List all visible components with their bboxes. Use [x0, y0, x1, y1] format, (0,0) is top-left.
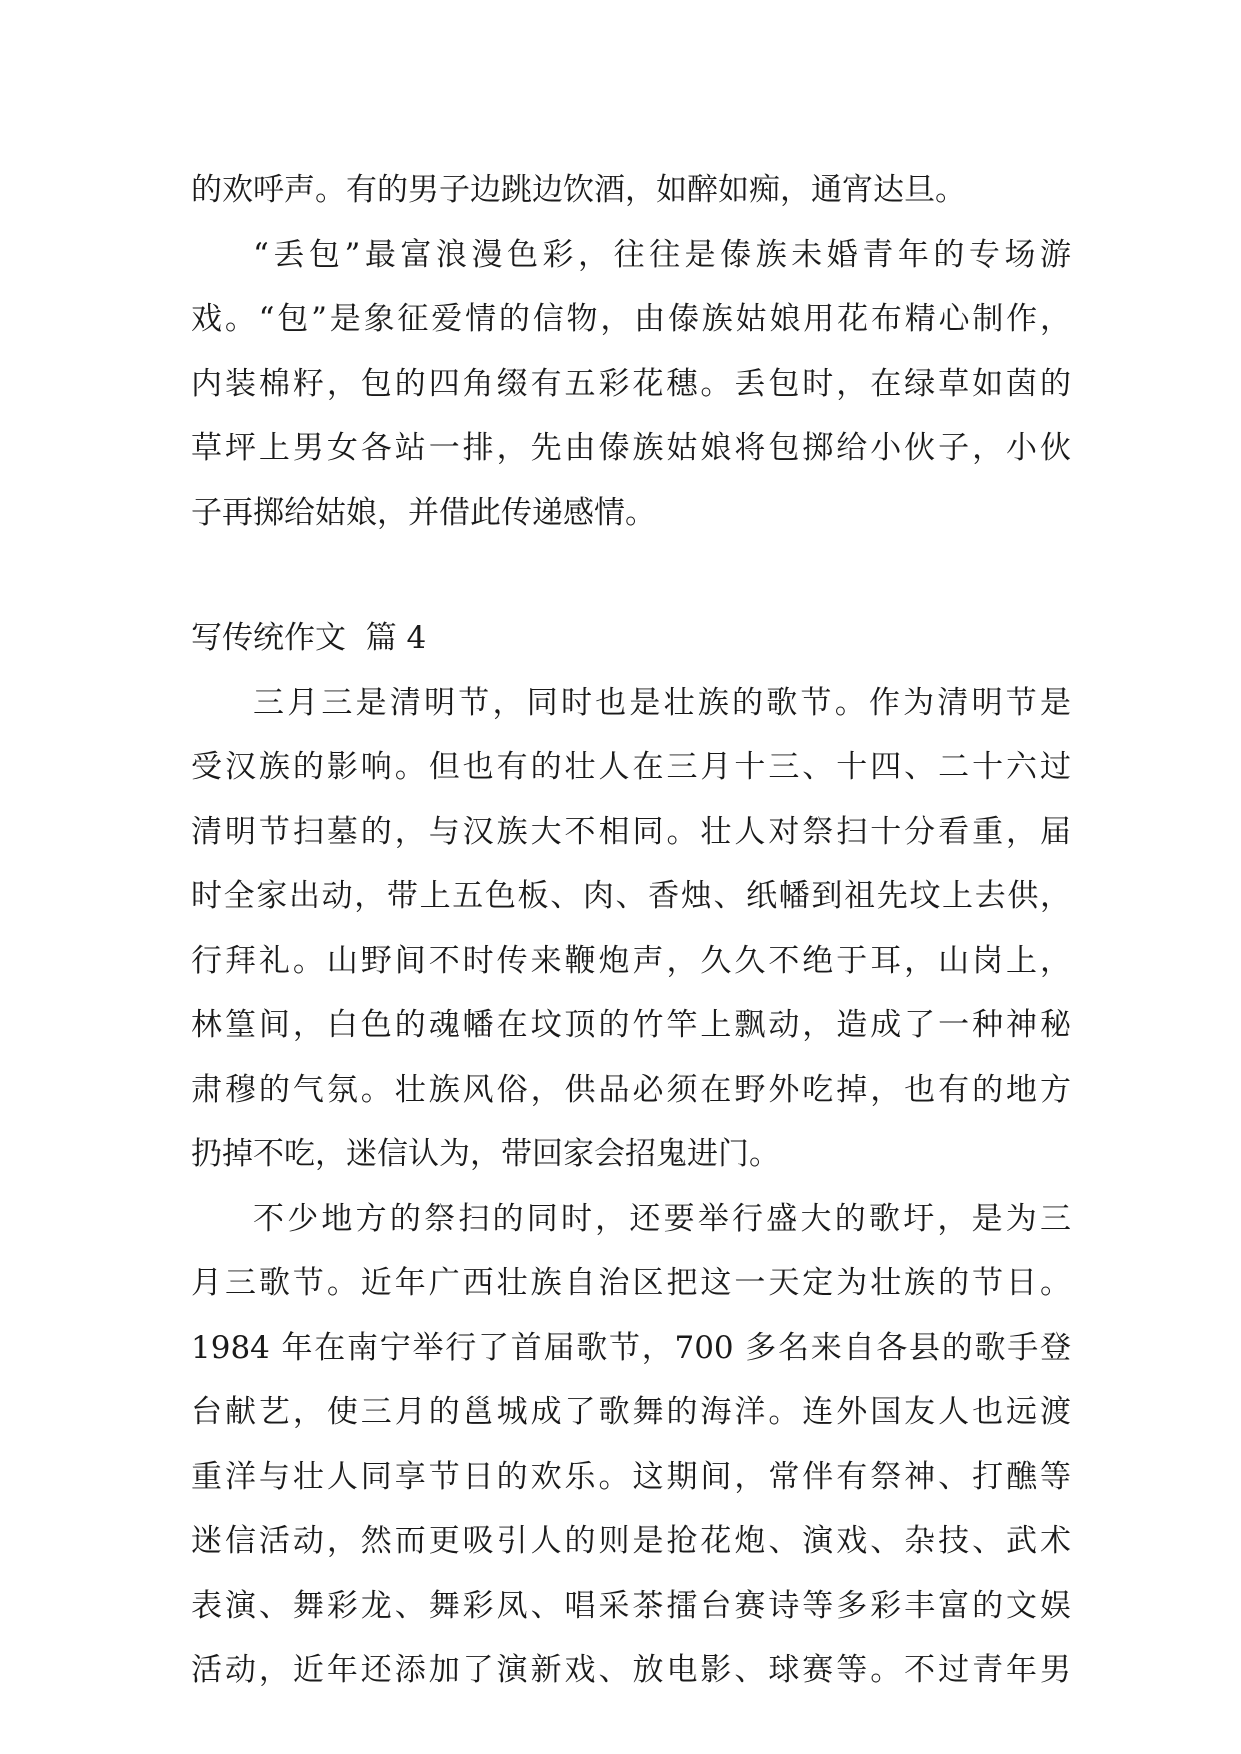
text-line: 重洋与壮人同享节日的欢乐。这期间，常伴有祭神、打醮等: [191, 1458, 1071, 1495]
section-heading: 写传统作文 篇 4: [191, 620, 427, 656]
text-line: 清明节扫墓的，与汉族大不相同。壮人对祭扫十分看重，届: [191, 813, 1071, 850]
text-line: 迷信活动，然而更吸引人的则是抢花炮、演戏、杂技、武术: [191, 1523, 1071, 1559]
section-spacer: [191, 545, 1071, 606]
text-line: 内装棉籽，包的四角缀有五彩花穗。丢包时，在绿草如茵的: [191, 365, 1071, 402]
text-line: 时全家出动，带上五色板、肉、香烛、纸幡到祖先坟上去供，: [191, 878, 1071, 914]
text-line: 戏。“包”是象征爱情的信物，由傣族姑娘用花布精心制作，: [191, 301, 1071, 337]
paragraph: [191, 223, 1071, 546]
text-line: 月三歌节。近年广西壮族自治区把这一天定为壮族的节日。: [191, 1265, 1071, 1301]
text-line: 子再掷给姑娘，并借此传递感情。: [191, 494, 656, 531]
paragraph: [191, 671, 1071, 1187]
text-line: 三月三是清明节，同时也是壮族的歌节。作为清明节是: [253, 684, 1071, 721]
text-line: 台献艺，使三月的邕城成了歌舞的海洋。连外国友人也远渡: [191, 1394, 1071, 1430]
text-line: 扔掉不吃，迷信认为，带回家会招鬼进门。: [191, 1136, 780, 1172]
text-line: 不少地方的祭扫的同时，还要举行盛大的歌圩，是为三: [253, 1200, 1071, 1237]
text-line: 肃穆的气氛。壮族风俗，供品必须在野外吃掉，也有的地方: [191, 1071, 1071, 1108]
text-line: 表演、舞彩龙、舞彩凤、唱采茶擂台赛诗等多彩丰富的文娱: [191, 1587, 1071, 1624]
text-line: 活动，近年还添加了演新戏、放电影、球赛等。不过青年男: [191, 1652, 1071, 1688]
document-page: [191, 158, 1071, 1703]
paragraph: [191, 158, 1071, 223]
text-line: 的欢呼声。有的男子边跳边饮酒，如醉如痴，通宵达旦。: [191, 172, 966, 208]
text-line: 1984 年在南宁举行了首届歌节，700 多名来自各县的歌手登: [191, 1329, 1071, 1366]
text-line: 草坪上男女各站一排，先由傣族姑娘将包掷给小伙子，小伙: [191, 430, 1071, 466]
text-line: “丢包”最富浪漫色彩，往往是傣族未婚青年的专场游: [253, 236, 1071, 273]
text-line: 受汉族的影响。但也有的壮人在三月十三、十四、二十六过: [191, 749, 1071, 785]
text-line: 林篁间，白色的魂幡在坟顶的竹竿上飘动，造成了一种神秘: [191, 1007, 1071, 1043]
paragraph: [191, 1187, 1071, 1703]
text-line: 行拜礼。山野间不时传来鞭炮声，久久不绝于耳，山岗上，: [191, 942, 1071, 979]
